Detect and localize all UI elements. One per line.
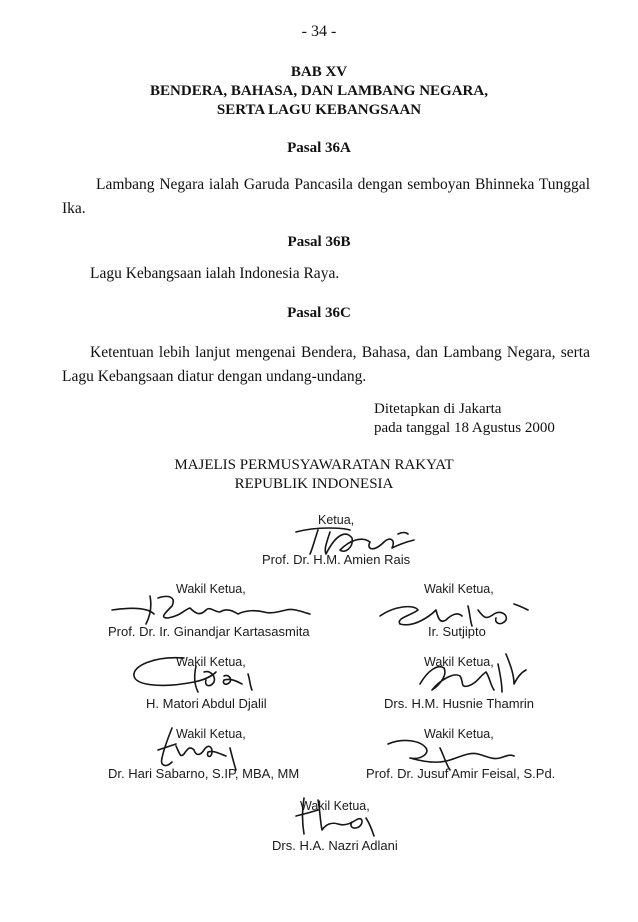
chapter-title-line2: SERTA LAGU KEBANGSAAN xyxy=(216,102,422,118)
signatory-role-vice-2: Wakil Ketua, xyxy=(424,582,494,596)
signatory-name-vice-4: Drs. H.M. Husnie Thamrin xyxy=(384,696,535,711)
signature-vice-3 xyxy=(124,652,274,698)
institution-line2: REPUBLIK INDONESIA xyxy=(234,476,394,492)
enactment-date: pada tanggal 18 Agustus 2000 xyxy=(374,420,555,436)
signatory-name-vice-6: Prof. Dr. Jusuf Amir Feisal, S.Pd. xyxy=(366,766,556,781)
chapter-title-line1: BENDERA, BAHASA, DAN LAMBANG NEGARA, xyxy=(150,83,488,99)
signatory-name-vice-1: Prof. Dr. Ir. Ginandjar Kartasasmita xyxy=(108,624,310,639)
signatory-role-vice-3: Wakil Ketua, xyxy=(176,655,246,669)
institution-line1: MAJELIS PERMUSYAWARATAN RAKYAT xyxy=(174,457,454,473)
article-heading-36c: Pasal 36C xyxy=(287,305,351,321)
signatory-role-vice-7: Wakil Ketua, xyxy=(300,799,370,813)
signatory-name-chair: Prof. Dr. H.M. Amien Rais xyxy=(262,552,411,567)
signatory-name-vice-3: H. Matori Abdul Djalil xyxy=(146,696,267,711)
article-heading-36b: Pasal 36B xyxy=(287,234,351,250)
article-text-36c: Ketentuan lebih lanjut mengenai Bendera, Bahasa, dan Lambang Negara, serta Lagu Kebangsaan diatur dengan undang-undang. xyxy=(62,344,590,385)
signatory-role-vice-1: Wakil Ketua, xyxy=(176,582,246,596)
enactment-place: Ditetapkan di Jakarta xyxy=(374,401,502,417)
signatory-role-vice-5: Wakil Ketua, xyxy=(176,727,246,741)
signatory-name-vice-7: Drs. H.A. Nazri Adlani xyxy=(272,838,398,853)
signatory-name-vice-2: Ir. Sutjipto xyxy=(428,624,486,639)
article-text-36b: Lagu Kebangsaan ialah Indonesia Raya. xyxy=(90,265,340,282)
article-text-36a: Lambang Negara ialah Garuda Pancasila dengan semboyan Bhinneka Tunggal Ika. xyxy=(62,176,590,217)
signatory-role-vice-4: Wakil Ketua, xyxy=(424,655,494,669)
signatory-name-vice-5: Dr. Hari Sabarno, S.IP, MBA, MM xyxy=(108,766,300,781)
signatory-role-chair: Ketua, xyxy=(318,513,355,527)
signature-vice-7 xyxy=(286,794,386,842)
page-number: - 34 - xyxy=(301,23,337,40)
chapter-number: BAB XV xyxy=(290,64,348,80)
signatory-role-vice-6: Wakil Ketua, xyxy=(424,727,494,741)
article-heading-36a: Pasal 36A xyxy=(287,140,351,156)
signature-vice-4 xyxy=(410,650,540,700)
